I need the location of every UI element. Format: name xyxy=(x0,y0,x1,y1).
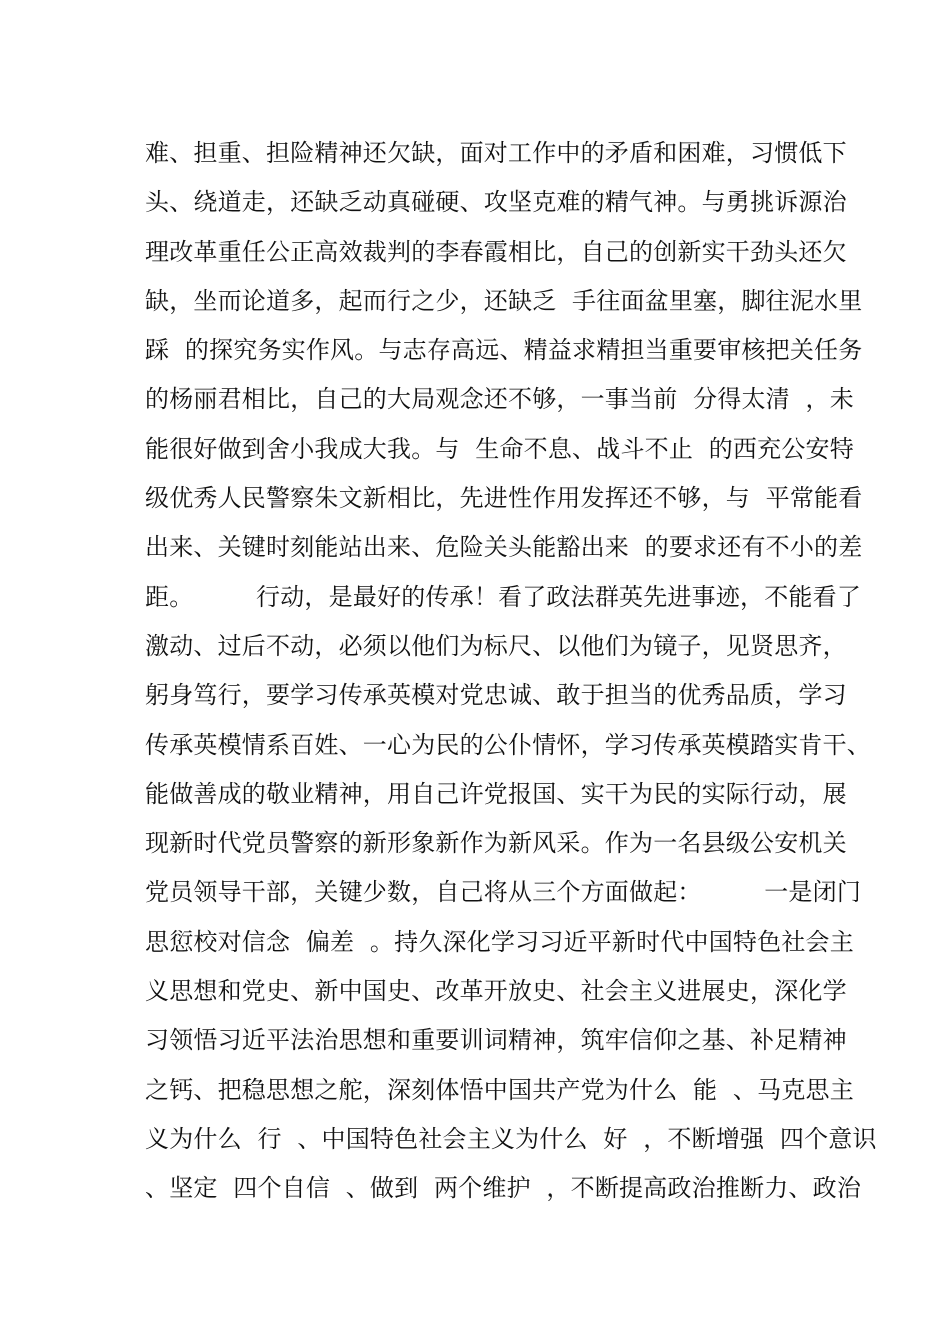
text-line: 传承英模情系百姓、一心为民的公仆情怀，学习传承英模踏实肯干、 xyxy=(145,730,871,759)
text-line: 的杨丽君相比，自己的大局观念还不够，一事当前 分得太清 ，未 xyxy=(145,385,854,414)
text-line: 级优秀人民警察朱文新相比，先进性作用发挥还不够，与 平常能看 xyxy=(145,484,863,513)
text-line: 难、担重、担险精神还欠缺，面对工作中的矛盾和困难，习惯低下 xyxy=(145,139,847,167)
text-line: 义为什么 行 、中国特色社会主义为什么 好 ，不断增强 四个意识 xyxy=(145,1124,877,1153)
text-line: 理改革重任公正高效裁判的李春霞相比，自己的创新实干劲头还欠 xyxy=(145,237,847,266)
text-line: 习领悟习近平法治思想和重要训词精神，筑牢信仰之基、补足精神 xyxy=(145,1026,847,1055)
text-line: 思愆校对信念 偏差 。持久深化学习习近平新时代中国特色社会主 xyxy=(145,927,854,956)
text-line: 缺，坐而论道多，起而行之少，还缺乏 手往面盆里塞，脚往泥水里 xyxy=(145,286,863,315)
text-line: 躬身笃行，要学习传承英模对党忠诚、敢于担当的优秀品质，学习 xyxy=(145,681,847,710)
text-line: 现新时代党员警察的新形象新作为新风采。作为一名县级公安机关 xyxy=(145,829,847,858)
body-text xyxy=(145,133,877,1218)
text-line: 义思想和党史、新中国史、改革开放史、社会主义进展史，深化学 xyxy=(145,977,847,1006)
text-line: 之钙、把稳思想之舵，深刻体悟中国共产党为什么 能 、马克思主 xyxy=(145,1075,854,1104)
text-line: 距。 行动，是最好的传承！看了政法群英先进事迹，不能看了 xyxy=(145,582,862,611)
text-line: 能做善成的敬业精神，用自己许党报国、实干为民的实际行动，展 xyxy=(145,779,847,808)
text-line: 能很好做到舍小我成大我。与 生命不息、战斗不止 的西充公安特 xyxy=(145,434,854,463)
text-line: 、坚定 四个自信 、做到 两个维护 ，不断提高政治推断力、政治 xyxy=(145,1174,862,1203)
text-line: 出来、关键时刻能站出来、危险关头能豁出来 的要求还有不小的差 xyxy=(145,533,863,562)
text-line: 激动、过后不动，必须以他们为标尺、以他们为镜子，见贤思齐， xyxy=(145,631,847,660)
text-line: 踩 的探究务实作风。与志存高远、精益求精担当重要审核把关任务 xyxy=(145,336,863,365)
text-line: 党员领导干部，关键少数，自己将从三个方面做起： 一是闭门 xyxy=(145,878,862,907)
text-line: 头、绕道走，还缺乏动真碰硬、攻坚克难的精气神。与勇挑诉源治 xyxy=(145,188,847,217)
